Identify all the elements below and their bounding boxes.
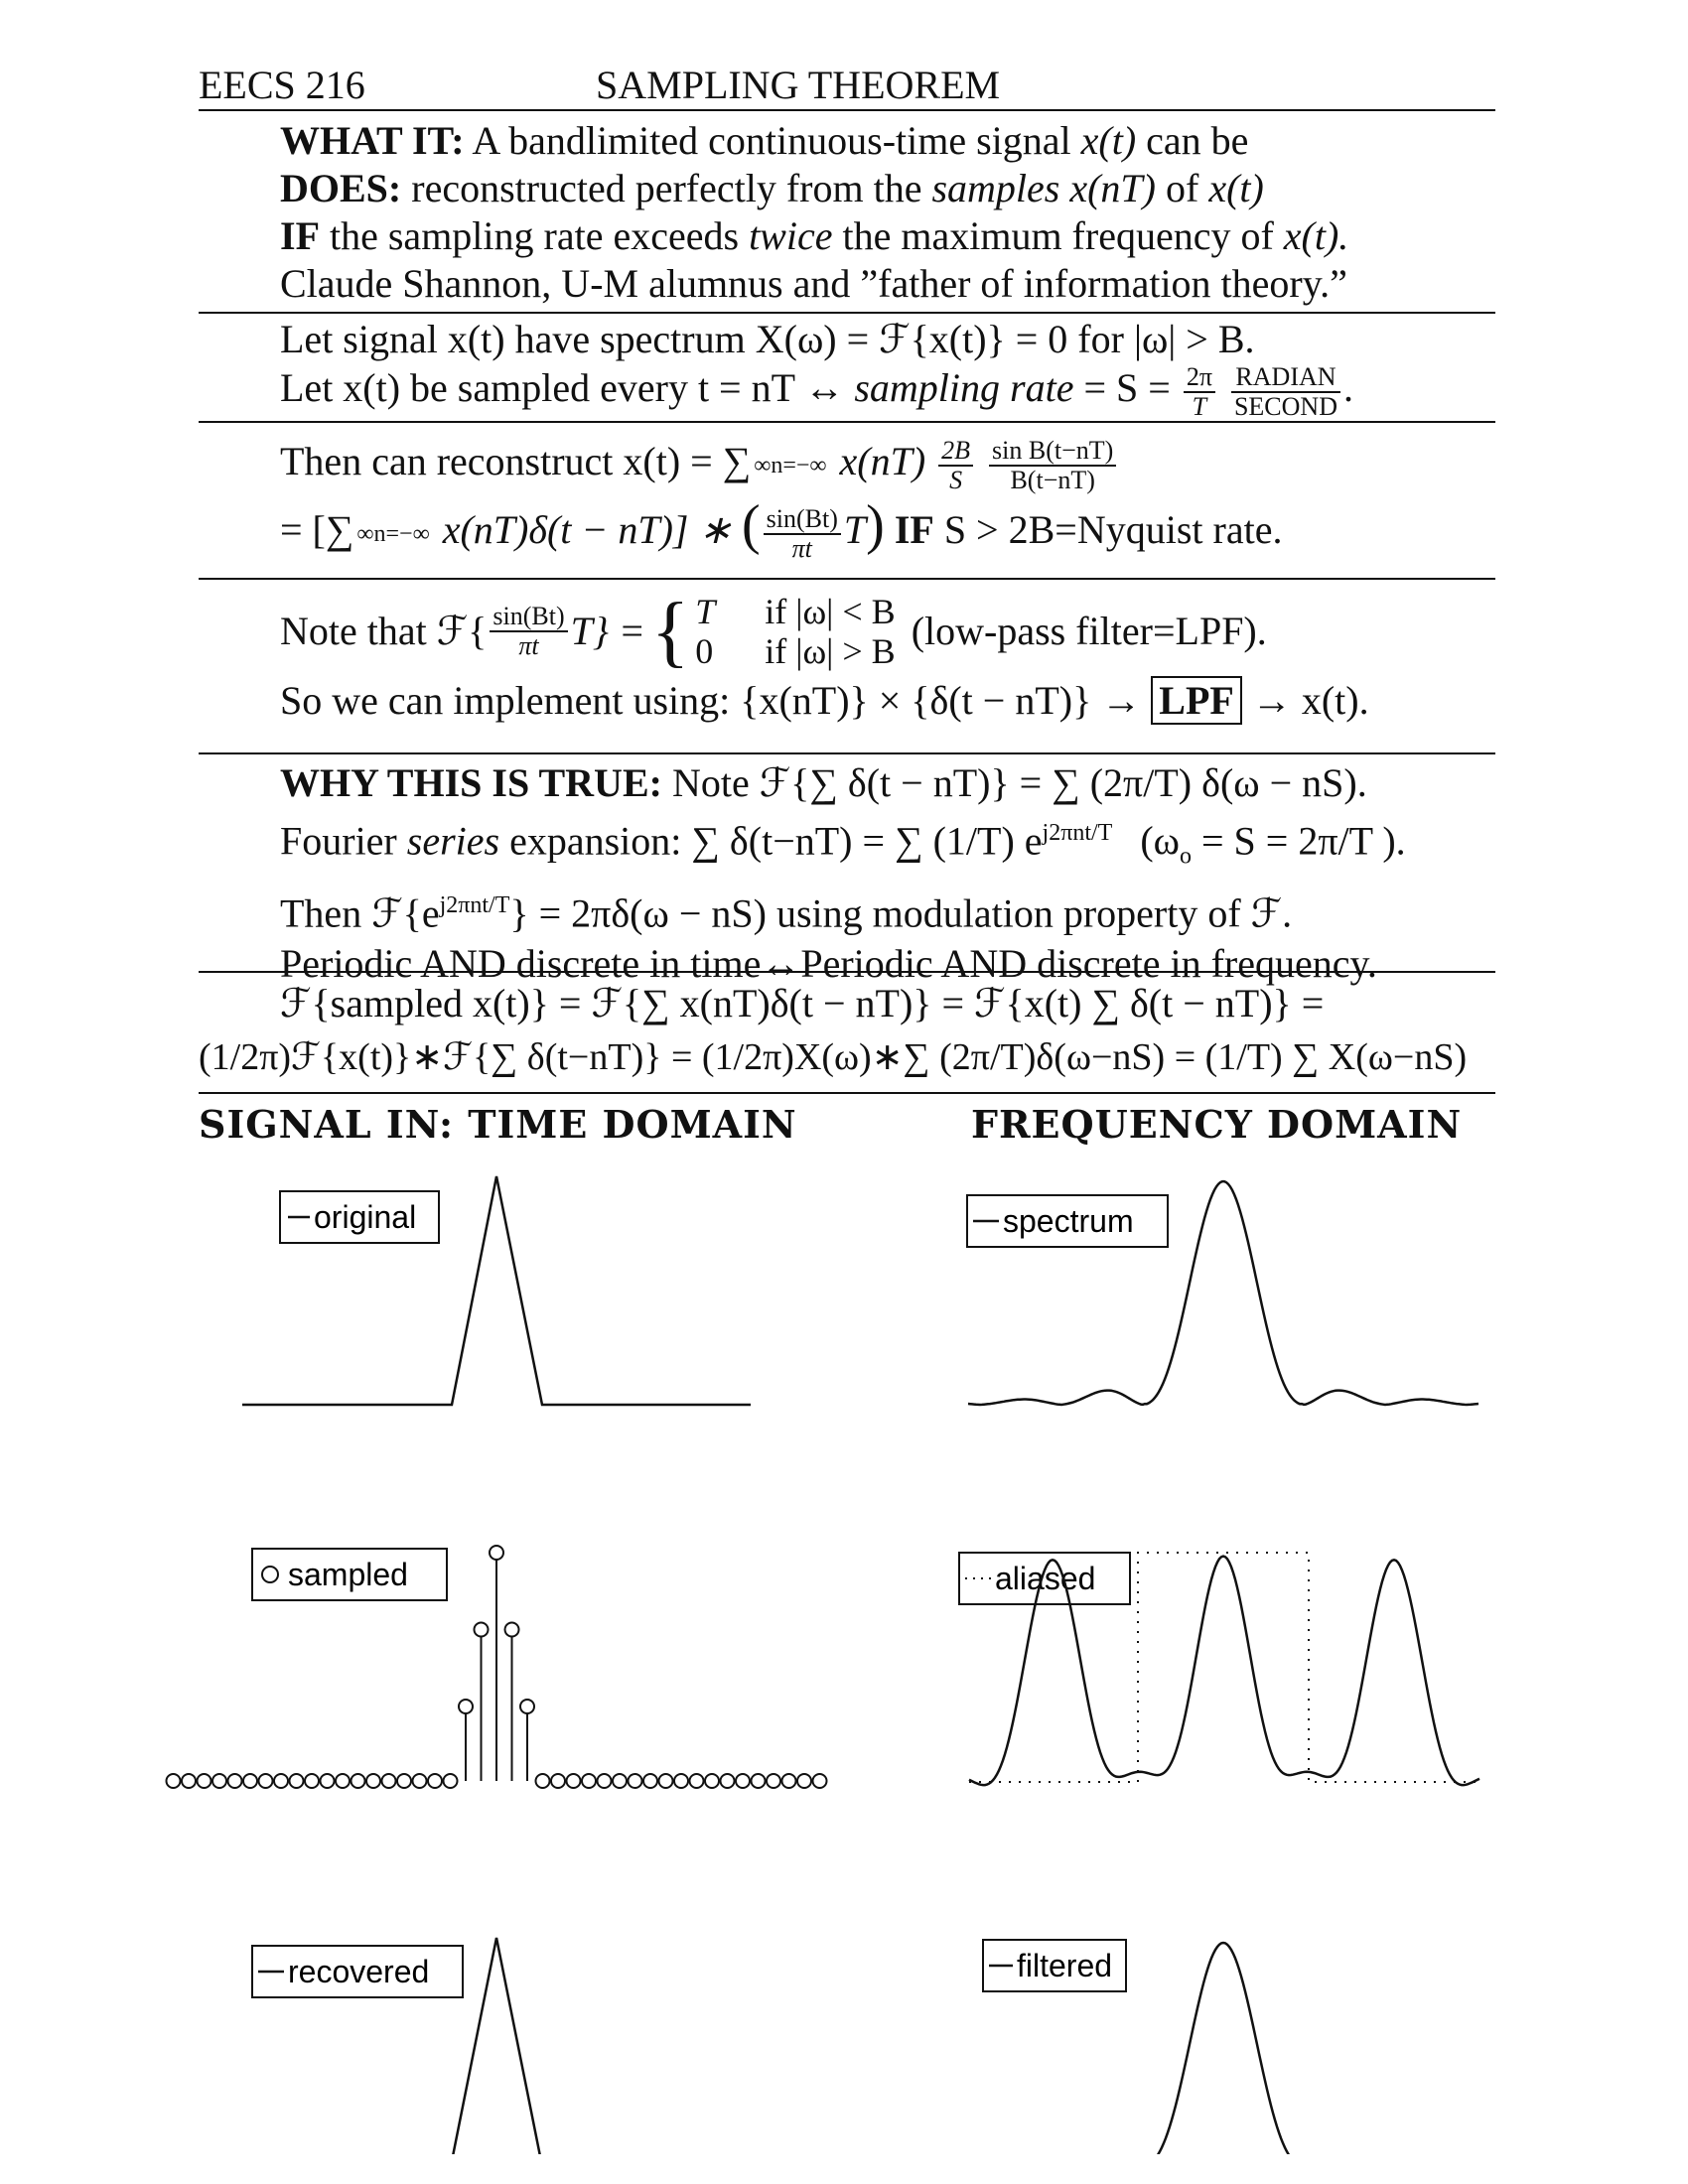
header-rule bbox=[199, 109, 1495, 111]
sample-marker bbox=[551, 1774, 565, 1788]
rule-4 bbox=[199, 752, 1495, 754]
sum-limits: ∞n=−∞ bbox=[754, 452, 827, 478]
reconstruction-block bbox=[280, 431, 1501, 563]
note-block bbox=[280, 590, 1501, 725]
sample-marker bbox=[490, 1546, 503, 1560]
if-label: IF bbox=[280, 213, 320, 258]
sample-marker bbox=[182, 1774, 196, 1788]
unit-fraction: $\frac{\text{RADIAN}}{\text{SECOND}}$ bbox=[1231, 363, 1340, 421]
sample-marker bbox=[567, 1774, 581, 1788]
frequency-domain-title: FREQUENCY DOMAIN bbox=[971, 1102, 1463, 1147]
what-line1-end: can be bbox=[1146, 118, 1249, 163]
sum-limits-2: ∞n=−∞ bbox=[356, 520, 430, 547]
plots-area bbox=[0, 1161, 1688, 2154]
sampled-legend-label: sampled bbox=[288, 1557, 408, 1592]
def-line-1: Let signal x(t) have spectrum X(ω) = ℱ{x(t)} = 0 for |ω| > B. bbox=[280, 317, 1255, 361]
recovered-plot bbox=[242, 1938, 751, 2154]
sample-marker bbox=[382, 1774, 396, 1788]
sample-marker bbox=[397, 1774, 411, 1788]
sample-marker bbox=[767, 1774, 780, 1788]
sample-marker bbox=[212, 1774, 226, 1788]
sample-marker bbox=[228, 1774, 242, 1788]
ratio-fraction: $\frac{2B}{S}$ bbox=[938, 437, 973, 494]
sinc-fraction-2: $\frac{\sin(Bt)}{\pi t}$ bbox=[764, 505, 841, 563]
deriv-line-2: (1/2π)ℱ{x(t)}∗ℱ{∑ δ(t−nT)} = (1/2π)X(ω)∗∑ (2π/T)δ(ω−nS) = (1/T) ∑ X(ω−nS) bbox=[199, 1036, 1468, 1078]
sample-marker bbox=[290, 1774, 304, 1788]
recon-line2-a: = [∑ bbox=[280, 506, 354, 552]
sample-marker bbox=[690, 1774, 704, 1788]
sample-marker bbox=[659, 1774, 673, 1788]
course-code: EECS 216 bbox=[199, 63, 365, 107]
aliased-plot bbox=[959, 1553, 1479, 1785]
sample-marker bbox=[752, 1774, 766, 1788]
def-line2-em: sampling rate bbox=[854, 365, 1074, 411]
recovered-legend-label: recovered bbox=[288, 1954, 430, 1989]
recon-line1-b: x(nT) bbox=[839, 439, 926, 483]
original-plot bbox=[242, 1176, 751, 1405]
rule-2 bbox=[199, 421, 1495, 423]
what-line1-math: x(t) bbox=[1080, 118, 1137, 163]
recon-line-1 bbox=[280, 431, 1501, 494]
sample-marker bbox=[259, 1774, 273, 1788]
recon-line-2: = [∑ ∞n=−∞ x(nT)δ(t − nT)] ∗ ( $\frac{\sin(Bt)}{\pi t}$ T) IF S > 2B=Nyquist rate. bbox=[280, 493, 1283, 563]
what-line-4: Claude Shannon, U-M alumnus and ”father of information theory.” bbox=[280, 261, 1347, 306]
what-line1-text: A bandlimited continuous-time signal bbox=[472, 118, 1071, 163]
what-line-3 bbox=[280, 212, 1501, 260]
piecewise-cases: T if |ω| < B 0 if |ω| > B bbox=[695, 592, 896, 671]
note-line-2: So we can implement using: {x(nT)} × {δ(t − nT)} → LPF → x(t). bbox=[280, 678, 1369, 723]
rate-fraction: $\frac{2\pi}{T}$ bbox=[1184, 363, 1215, 421]
what-line2-of: of bbox=[1165, 166, 1199, 210]
rule-1 bbox=[199, 312, 1495, 314]
sample-marker bbox=[782, 1774, 796, 1788]
sampled-plot bbox=[167, 1546, 827, 1788]
sample-marker bbox=[413, 1774, 427, 1788]
sample-marker bbox=[721, 1774, 735, 1788]
sample-marker bbox=[582, 1774, 596, 1788]
what-line3-math: x(t). bbox=[1283, 213, 1349, 258]
why-line-3: Then $ℱ\{e^{j2\pi nt/T}\} = 2\pi\delta(\omega - nS)$ using modulation property of ℱ. bbox=[280, 890, 1293, 936]
why-block bbox=[280, 758, 1501, 989]
lpf-box: LPF bbox=[1151, 676, 1242, 725]
derivation-block bbox=[280, 977, 1501, 1030]
sample-marker bbox=[736, 1774, 750, 1788]
sample-marker bbox=[428, 1774, 442, 1788]
why-line-1: WHY THIS IS TRUE: Note ℱ{∑ δ(t − nT)} = ∑ (2π/T) δ(ω − nS). bbox=[280, 760, 1367, 805]
time-domain-title: SIGNAL IN: TIME DOMAIN bbox=[199, 1102, 797, 1147]
what-label: WHAT IT: bbox=[280, 118, 465, 163]
recon-line1-a: Then can reconstruct x(t) = ∑ bbox=[280, 439, 752, 483]
sample-marker bbox=[352, 1774, 365, 1788]
sample-marker bbox=[444, 1774, 458, 1788]
does-label: DOES: bbox=[280, 166, 402, 210]
sample-marker bbox=[366, 1774, 380, 1788]
filtered-legend-label: filtered bbox=[1017, 1948, 1113, 1983]
what-line2-math: x(nT) bbox=[1069, 166, 1156, 210]
sample-marker bbox=[813, 1774, 827, 1788]
why-line-2: Fourier series expansion: ∑ δ(t−nT) = ∑ (1/T) $e^{j2\pi nt/T}$ ($\omega_o = S = 2\pi/T$ ). bbox=[280, 818, 1406, 870]
recon-if: IF bbox=[894, 506, 934, 552]
what-line2-em: samples bbox=[931, 166, 1060, 210]
def-line2-a: Let x(t) be sampled every t = nT ↔ bbox=[280, 365, 845, 411]
sample-marker bbox=[243, 1774, 257, 1788]
sample-marker bbox=[274, 1774, 288, 1788]
rule-5 bbox=[199, 971, 1495, 973]
deriv-line-1: ℱ{sampled x(t)} = ℱ{∑ x(nT)δ(t − nT)} = ℱ{x(t) ∑ δ(t − nT)} = bbox=[280, 981, 1325, 1025]
def-line2-b: = S = bbox=[1083, 365, 1171, 411]
page-title: SAMPLING THEOREM bbox=[596, 63, 1001, 107]
sample-marker bbox=[536, 1774, 550, 1788]
sample-marker bbox=[475, 1623, 489, 1637]
def-line-2: Let x(t) be sampled every t = nT ↔ sampling rate = S = $\frac{2\pi}{T}$ $\frac{\text{RADIAN}}{\text{SECOND}}$ . bbox=[280, 362, 1353, 421]
what-line-1 bbox=[280, 117, 1501, 165]
rule-6 bbox=[199, 1092, 1495, 1094]
what-line2-math2: x(t) bbox=[1208, 166, 1264, 210]
what-line3-text: the sampling rate exceeds bbox=[330, 213, 740, 258]
sample-marker bbox=[305, 1774, 319, 1788]
sample-marker bbox=[520, 1700, 534, 1713]
what-line-2 bbox=[280, 165, 1501, 212]
sample-marker bbox=[321, 1774, 335, 1788]
sample-marker bbox=[705, 1774, 719, 1788]
sample-marker bbox=[613, 1774, 627, 1788]
why-label: WHY THIS IS TRUE: bbox=[280, 760, 662, 805]
sinc-fraction: $\frac{\text{sin B(t−nT)}}{B(t-nT)}$ bbox=[989, 437, 1116, 494]
what-it-does-block bbox=[280, 117, 1501, 308]
definitions-block bbox=[280, 316, 1501, 421]
rule-3 bbox=[199, 578, 1495, 580]
filtered-plot bbox=[969, 1940, 1479, 2154]
sample-marker bbox=[336, 1774, 350, 1788]
sample-marker bbox=[643, 1774, 657, 1788]
what-line2-text: reconstructed perfectly from the bbox=[411, 166, 922, 210]
sample-marker bbox=[459, 1700, 473, 1713]
sample-marker bbox=[167, 1774, 181, 1788]
sample-marker bbox=[629, 1774, 642, 1788]
note-sinc-fraction: $\frac{\sin(Bt)}{\pi t}$ bbox=[490, 603, 567, 660]
derivation-block-2 bbox=[199, 1030, 1495, 1084]
sample-marker bbox=[674, 1774, 688, 1788]
original-legend-label: original bbox=[314, 1199, 417, 1235]
note-line-1: Note that ℱ{ $\frac{\sin(Bt)}{\pi t}$ T} = { T if |ω| < B 0 if |ω| > B (low-pass filter=LPF). bbox=[280, 588, 1267, 675]
spectrum-plot bbox=[967, 1181, 1478, 1405]
recon-line2-b: x(nT)δ(t − nT)] ∗ bbox=[442, 506, 733, 552]
sample-marker bbox=[505, 1623, 519, 1637]
sample-marker bbox=[797, 1774, 811, 1788]
why-line-4: Periodic AND discrete in time↔Periodic AND discrete in frequency. bbox=[280, 940, 1377, 986]
sample-marker bbox=[198, 1774, 211, 1788]
spectrum-legend-label: spectrum bbox=[1003, 1203, 1134, 1239]
what-line3-em: twice bbox=[749, 213, 833, 258]
recon-line2-d: S > 2B=Nyquist rate. bbox=[943, 506, 1283, 552]
aliased-legend-label: aliased bbox=[995, 1561, 1096, 1596]
what-line3-end: the maximum frequency of bbox=[842, 213, 1274, 258]
sample-marker bbox=[598, 1774, 612, 1788]
